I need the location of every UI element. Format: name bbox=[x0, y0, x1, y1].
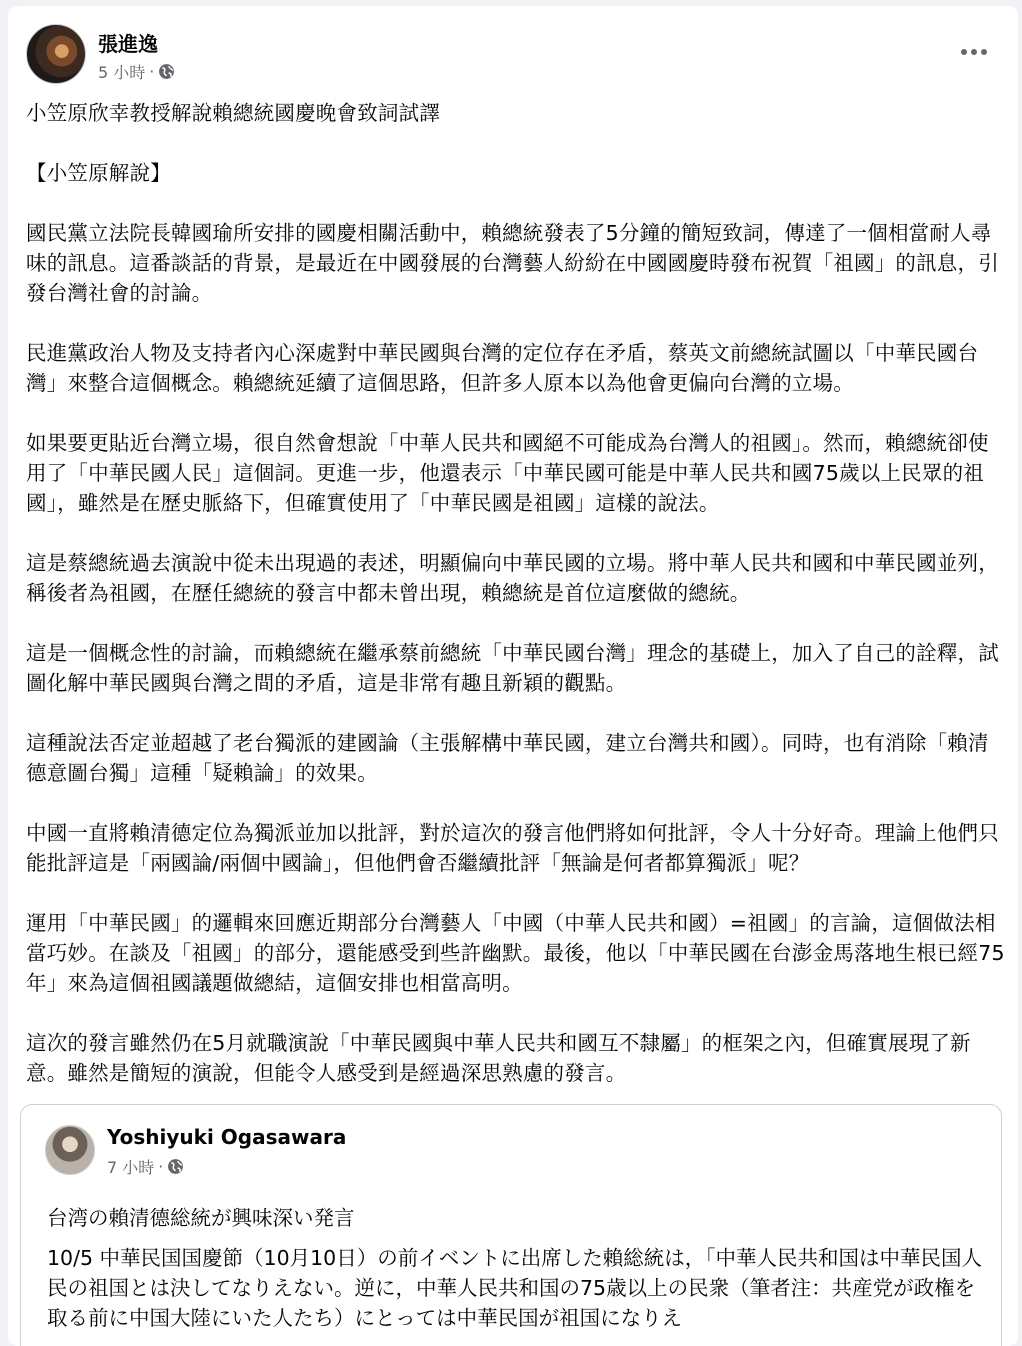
shared-post-meta bbox=[107, 1155, 184, 1178]
author-avatar[interactable] bbox=[26, 24, 86, 84]
paragraph: 民進黨政治人物及支持者內心深處對中華民國與台灣的定位存在矛盾，蔡英文前總統試圖以「中華民國台灣」來整合這個概念。賴總統延續了這個思路，但許多人原本以為他會更偏向台灣的立場。 bbox=[26, 341, 979, 395]
post-body bbox=[26, 98, 1006, 1118]
shared-post[interactable] bbox=[20, 1104, 1002, 1346]
shared-post-title: 台湾の賴清德総統が興味深い発言 bbox=[47, 1206, 355, 1230]
more-options-icon[interactable] bbox=[956, 40, 992, 64]
shared-author-avatar[interactable] bbox=[45, 1125, 95, 1175]
post-title: 小笠原欣幸教授解說賴總統國慶晚會致詞試譯 bbox=[26, 101, 440, 125]
paragraph: 運用「中華民國」的邏輯來回應近期部分台灣藝人「中國（中華人民共和國）=祖國」的言論，這個做法相當巧妙。在談及「祖國」的部分，還能感受到些許幽默。最後，他以「中華民國在台澎金馬落地生根已經75年」來為這個祖國議題做總結，這個安排也相當高明。 bbox=[26, 911, 1005, 995]
paragraph: 這次的發言雖然仍在5月就職演說「中華民國與中華人民共和國互不隸屬」的框架之內，但確實展現了新意。雖然是簡短的演說，但能令人感受到是經過深思熟慮的發言。 bbox=[26, 1031, 971, 1085]
globe-icon[interactable] bbox=[158, 63, 175, 80]
globe-icon[interactable] bbox=[167, 1158, 184, 1175]
meta-separator: · bbox=[149, 62, 155, 81]
post-meta bbox=[98, 60, 175, 83]
paragraph: 如果要更貼近台灣立場，很自然會想說「中華人民共和國絕不可能成為台灣人的祖國」。然而，賴總統卻使用了「中華民國人民」這個詞。更進一步，他還表示「中華民國可能是中華人民共和國75歲以上民眾的祖國」，雖然是在歷史脈絡下，但確實使用了「中華民國是祖國」這樣的說法。 bbox=[26, 431, 989, 515]
paragraph: 【小笠原解說】 bbox=[26, 161, 171, 185]
paragraph: 國民黨立法院長韓國瑜所安排的國慶相關活動中，賴總統發表了5分鐘的簡短致詞，傳達了一個相當耐人尋味的訊息。這番談話的背景，是最近在中國發展的台灣藝人紛紛在中國國慶時發布祝賀「祖國」的訊息，引發台灣社會的討論。 bbox=[26, 221, 999, 305]
post-time[interactable]: 5 小時 bbox=[98, 63, 146, 82]
shared-author-name[interactable]: Yoshiyuki Ogasawara bbox=[107, 1125, 347, 1149]
post-card bbox=[8, 6, 1018, 1346]
post-header bbox=[26, 24, 996, 84]
author-name[interactable]: 張進逸 bbox=[98, 32, 158, 56]
paragraph: 這是蔡總統過去演說中從未出現過的表述，明顯偏向中華民國的立場。將中華人民共和國和中華民國並列，稱後者為祖國，在歷任總統的發言中都未曾出現，賴總統是首位這麼做的總統。 bbox=[26, 551, 999, 605]
paragraph: 中國一直將賴清德定位為獨派並加以批評，對於這次的發言他們將如何批評，令人十分好奇。理論上他們只能批評這是「兩國論/兩個中國論」，但他們會否繼續批評「無論是何者都算獨派」呢？ bbox=[26, 821, 999, 875]
shared-post-time[interactable]: 7 小時 bbox=[107, 1158, 155, 1177]
paragraph: 這是一個概念性的討論，而賴總統在繼承蔡前總統「中華民國台灣」理念的基礎上，加入了自己的詮釋，試圖化解中華民國與台灣之間的矛盾，這是非常有趣且新穎的觀點。 bbox=[26, 641, 999, 695]
shared-post-body: 10/5 中華民国国慶節（10月10日）の前イベントに出席した賴総統は，「中華人民共和国は中華民国人民の祖国とは決してなりえない。逆に，中華人民共和国の75歳以上の民衆（筆者注：共産党が政権を取る前に中国大陸にいた人たち）にとっては中華民国が祖国になりえ bbox=[47, 1246, 982, 1330]
paragraph: 這種說法否定並超越了老台獨派的建國論（主張解構中華民國，建立台灣共和國）。同時，也有消除「賴清德意圖台獨」這種「疑賴論」的效果。 bbox=[26, 731, 989, 785]
meta-separator: · bbox=[158, 1157, 164, 1176]
